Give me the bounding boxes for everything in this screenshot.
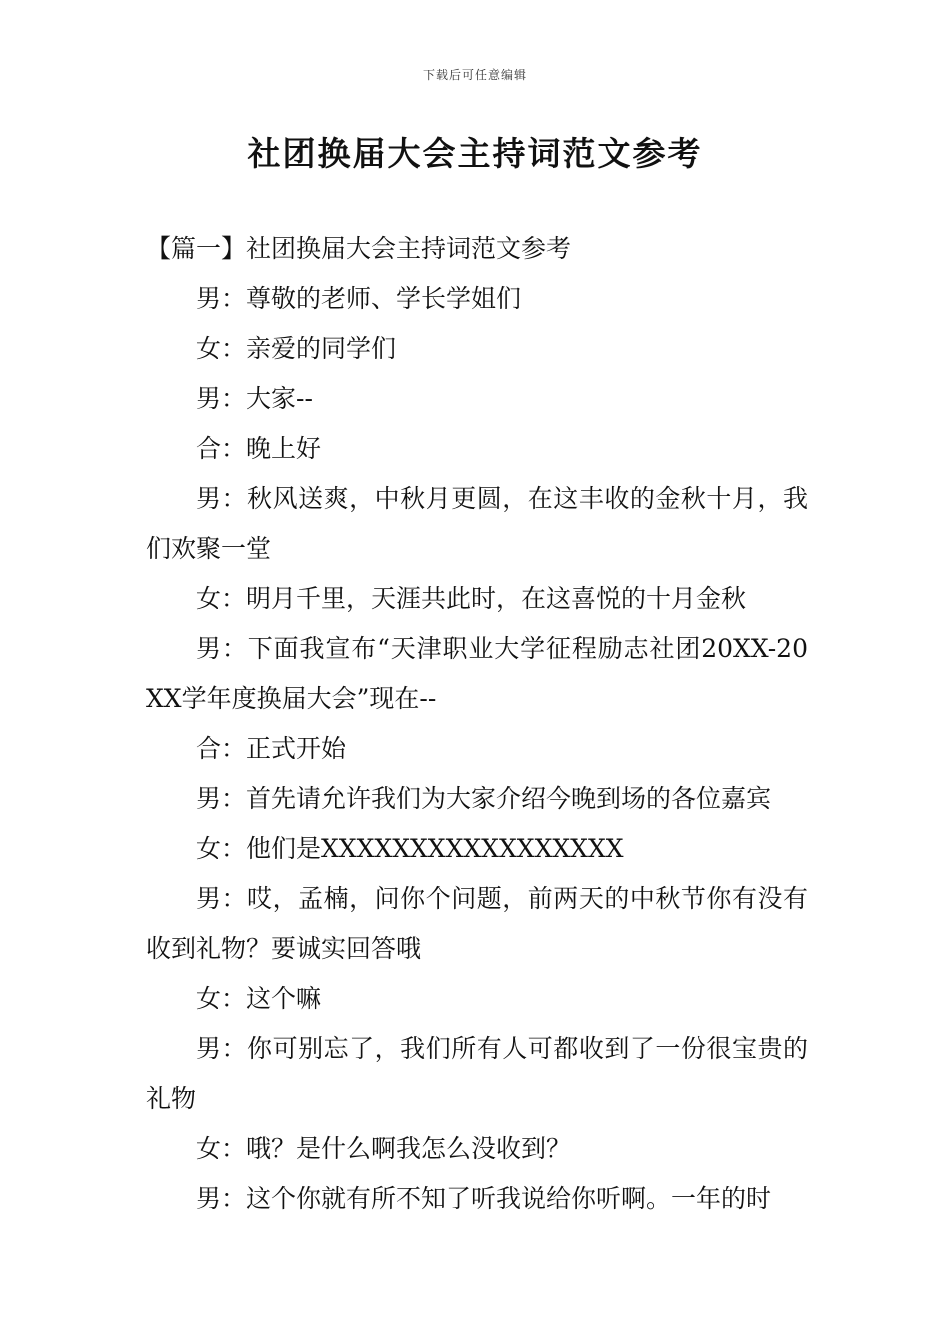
dialogue-line: 合：正式开始: [196, 734, 347, 763]
dialogue-line: 女：明月千里，天涯共此时，在这喜悦的十月金秋: [196, 584, 747, 613]
dialogue-line: 女：哦？是什么啊我怎么没收到？: [196, 1134, 572, 1163]
document-title: 社团换届大会主持词范文参考: [247, 134, 703, 173]
dialogue-line: 男：秋风送爽，中秋月更圆，在这丰收的金秋十月，我们欢聚一堂: [146, 484, 808, 563]
section-heading: 【篇一】社团换届大会主持词范文参考: [146, 234, 572, 263]
dialogue-line: 合：晚上好: [196, 434, 322, 463]
dialogue-line: 男：大家--: [196, 384, 313, 413]
dialogue-line: 男：这个你就有所不知了听我说给你听啊。一年的时: [196, 1184, 772, 1213]
dialogue-line: 女：他们是XXXXXXXXXXXXXXXXX: [196, 834, 624, 863]
dialogue-line: 女：这个嘛: [196, 984, 322, 1013]
dialogue-line: 男：哎，孟楠，问你个问题，前两天的中秋节你有没有收到礼物？要诚实回答哦: [146, 884, 808, 963]
document-body: [146, 224, 808, 1224]
dialogue-line: 男：首先请允许我们为大家介绍今晚到场的各位嘉宾: [196, 784, 772, 813]
dialogue-line: 女：亲爱的同学们: [196, 334, 397, 363]
dialogue-line: 男：你可别忘了，我们所有人可都收到了一份很宝贵的礼物: [146, 1034, 808, 1113]
dialogue-line: 男：下面我宣布“天津职业大学征程励志社团20XX-20XX学年度换届大会”现在--: [146, 634, 808, 713]
header-note: 下载后可任意编辑: [422, 68, 527, 82]
dialogue-line: 男：尊敬的老师、学长学姐们: [196, 284, 522, 313]
